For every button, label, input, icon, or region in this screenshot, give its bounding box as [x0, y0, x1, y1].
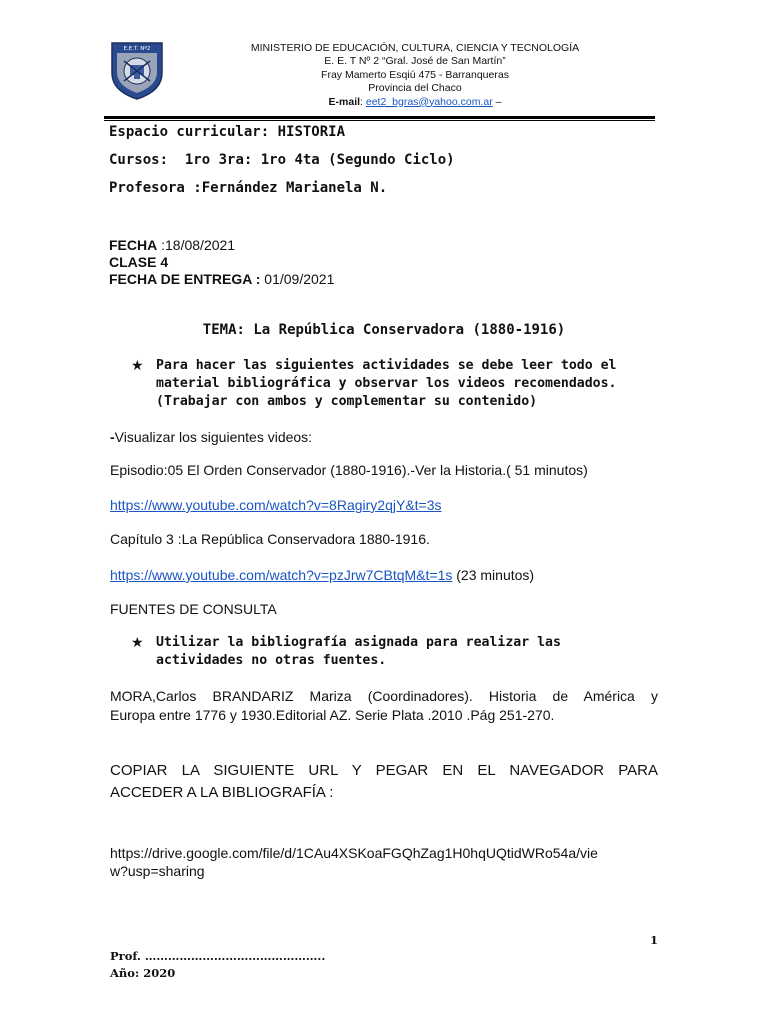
tema-heading: TEMA: La República Conservadora (1880-1916) [202, 322, 566, 338]
biblio-line-1: MORA,Carlos BRANDARIZ Mariza (Coordinadores). Historia de América y [110, 688, 658, 704]
profesora [109, 180, 387, 196]
email-link[interactable]: eet2_bgras@yahoo.com.ar [365, 95, 493, 108]
clase: CLASE 4 [109, 254, 169, 270]
cursos-label: Cursos: [109, 152, 169, 168]
drive-url-line-1[interactable]: https://drive.google.com/file/d/1CAu4XSKoaFGQhZag1H0hqUQtidWRo54a/vie [110, 845, 598, 861]
header-email-line [190, 96, 640, 109]
footer-year: Año: 2020 [110, 966, 176, 980]
school-logo [108, 39, 166, 101]
fecha-entrega [109, 271, 334, 287]
header-province: Provincia del Chaco [368, 82, 462, 95]
star-bullet-icon: ★ [131, 357, 144, 373]
espacio-value: HISTORIA [277, 124, 346, 140]
profesora-label: Profesora : [109, 180, 202, 196]
video2-url[interactable]: https://www.youtube.com/watch?v=pzJrw7CBtqM&t=1s [110, 567, 453, 583]
page-number: 1 [650, 933, 659, 947]
videos-intro [110, 428, 658, 447]
video1-title: Episodio:05 El Orden Conservador (1880-1916).-Ver la Historia.( 51 minutos) [110, 462, 588, 478]
email-separator: : [360, 95, 366, 108]
video2-duration: (23 minutos) [452, 567, 535, 583]
video1-url[interactable]: https://www.youtube.com/watch?v=8Ragiry2qjY&t=3s [110, 497, 442, 513]
logo-text: E.E.T. Nº2 [123, 46, 151, 52]
cursos-value: 1ro 3ra: 1ro 4ta (Segundo Ciclo) [184, 152, 455, 168]
fuentes-heading: FUENTES DE CONSULTA [110, 601, 277, 617]
espacio-curricular [109, 124, 345, 140]
entrega-label: FECHA DE ENTREGA : [109, 271, 261, 287]
fecha [109, 237, 235, 253]
fecha-value: :18/08/2021 [157, 237, 236, 253]
videos-intro-text: Visualizar los siguientes videos: [114, 429, 313, 445]
star-bullet-icon: ★ [131, 634, 144, 650]
videos-dash: - [110, 429, 115, 445]
entrega-value: 01/09/2021 [260, 271, 335, 287]
video2-title: Capítulo 3 :La República Conservadora 1880-1916. [110, 531, 430, 547]
school-header [190, 42, 640, 109]
video1-link[interactable] [110, 496, 442, 515]
fuentes-bullet: Utilizar la bibliografía asignada para realizar las actividades no otras fuentes. [156, 635, 561, 668]
biblio-line-2: Europa entre 1776 y 1930.Editorial AZ. Serie Plata .2010 .Pág 251-270. [110, 707, 555, 723]
header-address: Fray Mamerto Esqiú 475 - Barranqueras [321, 68, 509, 81]
video2-line [110, 566, 658, 585]
copiar-line-1: COPIAR LA SIGUIENTE URL Y PEGAR EN EL NAVEGADOR PARA [110, 762, 658, 779]
header-ministry: MINISTERIO DE EDUCACIÓN, CULTURA, CIENCIA Y TECNOLOGÍA [250, 42, 580, 54]
espacio-label: Espacio curricular: [109, 124, 270, 140]
header-school: E. E. T Nº 2 “Gral. José de San Martín” [324, 55, 506, 68]
email-suffix: – [492, 95, 502, 108]
instruction-bullet: Para hacer las siguientes actividades se debe leer todo el material bibliográfica y observar los videos recomendados.(Trabajar con ambos y complementar su contenido) [156, 358, 617, 409]
email-label: E-mail [328, 95, 361, 108]
copiar-line-2: ACCEDER A LA BIBLIOGRAFÍA : [110, 784, 334, 801]
header-divider-thick [104, 116, 655, 119]
drive-url-line-2[interactable]: w?usp=sharing [110, 863, 205, 879]
fecha-label: FECHA [109, 237, 158, 253]
profesora-value: Fernández Marianela N. [201, 180, 388, 196]
cursos [109, 152, 455, 168]
footer-prof: Prof. ……………………………………….. [110, 949, 326, 963]
header-divider-thin [104, 120, 655, 121]
